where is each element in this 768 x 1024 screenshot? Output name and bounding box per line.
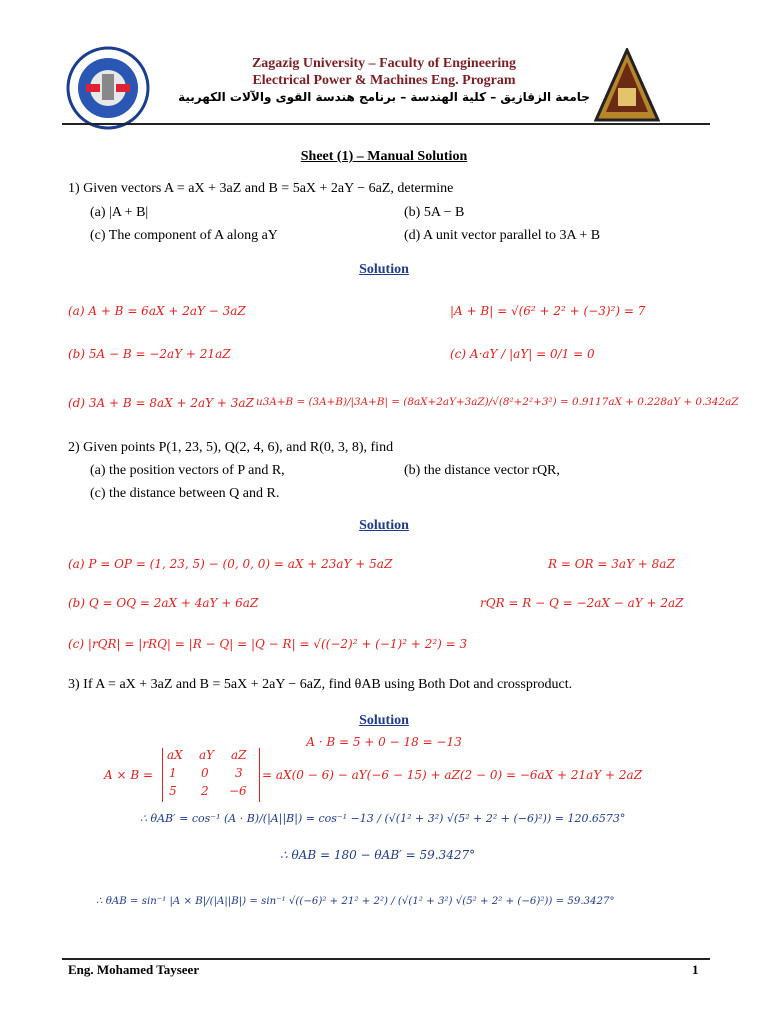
det-r1c1: aX (167, 748, 183, 762)
q1-sol-a-right: |A + B| = √(6² + 2² + (−3)²) = 7 (450, 304, 646, 318)
footer-author: Eng. Mohamed Tayseer (68, 962, 200, 977)
q1-part-d: (d) A unit vector parallel to 3A + B (404, 228, 601, 243)
q1-solution-label: Solution (359, 262, 409, 277)
det-r2c1: 1 (169, 766, 177, 780)
det-r1c3: aZ (231, 748, 247, 762)
q1-sol-a-left: (a) A + B = 6aX + 2aY − 3aZ (68, 304, 246, 318)
q3-cross-left: A × B = (104, 768, 154, 782)
det-r2c2: 0 (201, 766, 209, 780)
q2-sol-c: (c) |rQR| = |rRQ| = |R − Q| = |Q − R| = √((−2)² + (−1)² + 2²) = 3 (68, 637, 468, 651)
header-arabic: جامعة الزقازيق – كلية الهندسة – برنامج هندسة القوى والآلات الكهربية (178, 90, 590, 104)
q1-sol-c-right: (c) A·aY / |aY| = 0/1 = 0 (450, 347, 595, 361)
det-r3c2: 2 (201, 784, 209, 798)
q1-prompt: 1) Given vectors A = aX + 3aZ and B = 5aX + 2aY − 6aZ, determine (68, 181, 454, 196)
q1-sol-d-left: (d) 3A + B = 8aX + 2aY + 3aZ (68, 396, 254, 410)
q2-sol-a-left: (a) P = OP = (1, 23, 5) − (0, 0, 0) = aX + 23aY + 5aZ (68, 557, 393, 571)
header-rule (62, 123, 710, 125)
sheet-title: Sheet (1) – Manual Solution (300, 149, 468, 164)
q3-theta-cos: ∴ θAB′ = cos⁻¹ (A · B)/(|A||B|) = cos⁻¹ −13 / (√(1² + 3²) √(5² + 2² + (−6)²)) = 120.6573° (140, 812, 626, 825)
q2-sol-a-right: R = OR = 3aY + 8aZ (548, 557, 675, 571)
q3-prompt: 3) If A = aX + 3aZ and B = 5aX + 2aY − 6aZ, find θAB using Both Dot and crossproduct. (68, 677, 573, 692)
q2-part-a: (a) the position vectors of P and R, (90, 463, 285, 478)
det-r3c3: −6 (229, 784, 247, 798)
q3-theta-supp: ∴ θAB = 180 − θAB′ = 59.3427° (280, 848, 476, 862)
q2-part-b: (b) the distance vector rQR, (404, 463, 560, 478)
q3-theta-sin: ∴ θAB = sin⁻¹ |A × B|/(|A||B|) = sin⁻¹ √((−6)² + 21² + 2²) / (√(1² + 3²) √(5² + 2² + (−6)²)) = 59.3427° (96, 896, 615, 907)
q1-part-b: (b) 5A − B (404, 205, 465, 220)
q2-sol-b-right: rQR = R − Q = −2aX − aY + 2aZ (480, 596, 684, 610)
q2-sol-b-left: (b) Q = OQ = 2aX + 4aY + 6aZ (68, 596, 259, 610)
q3-dot-product: A · B = 5 + 0 − 18 = −13 (306, 735, 462, 749)
q3-cross-right: = aX(0 − 6) − aY(−6 − 15) + aZ(2 − 0) = −6aX + 21aY + 2aZ (262, 768, 643, 782)
q1-part-c: (c) The component of A along aY (90, 228, 278, 243)
q1-sol-b-left: (b) 5A − B = −2aY + 21aZ (68, 347, 231, 361)
page-number: 1 (692, 962, 699, 977)
q2-solution-label: Solution (359, 518, 409, 533)
header-program: Electrical Power & Machines Eng. Program (252, 73, 516, 88)
det-r1c2: aY (199, 748, 215, 762)
q1-part-a: (a) |A + B| (90, 205, 149, 220)
q3-solution-label: Solution (359, 713, 409, 728)
header-university: Zagazig University – Faculty of Engineering (251, 56, 517, 71)
q1-sol-d-right: u3A+B = (3A+B)/|3A+B| = (8aX+2aY+3aZ)/√(8²+2²+3²) = 0.9117aX + 0.228aY + 0.342aZ (256, 396, 739, 408)
q3-determinant (162, 748, 260, 802)
footer-rule (62, 958, 710, 960)
q2-prompt: 2) Given points P(1, 23, 5), Q(2, 4, 6), and R(0, 3, 8), find (68, 440, 394, 455)
det-r3c1: 5 (169, 784, 177, 798)
q2-part-c: (c) the distance between Q and R. (90, 486, 280, 501)
det-r2c3: 3 (235, 766, 243, 780)
